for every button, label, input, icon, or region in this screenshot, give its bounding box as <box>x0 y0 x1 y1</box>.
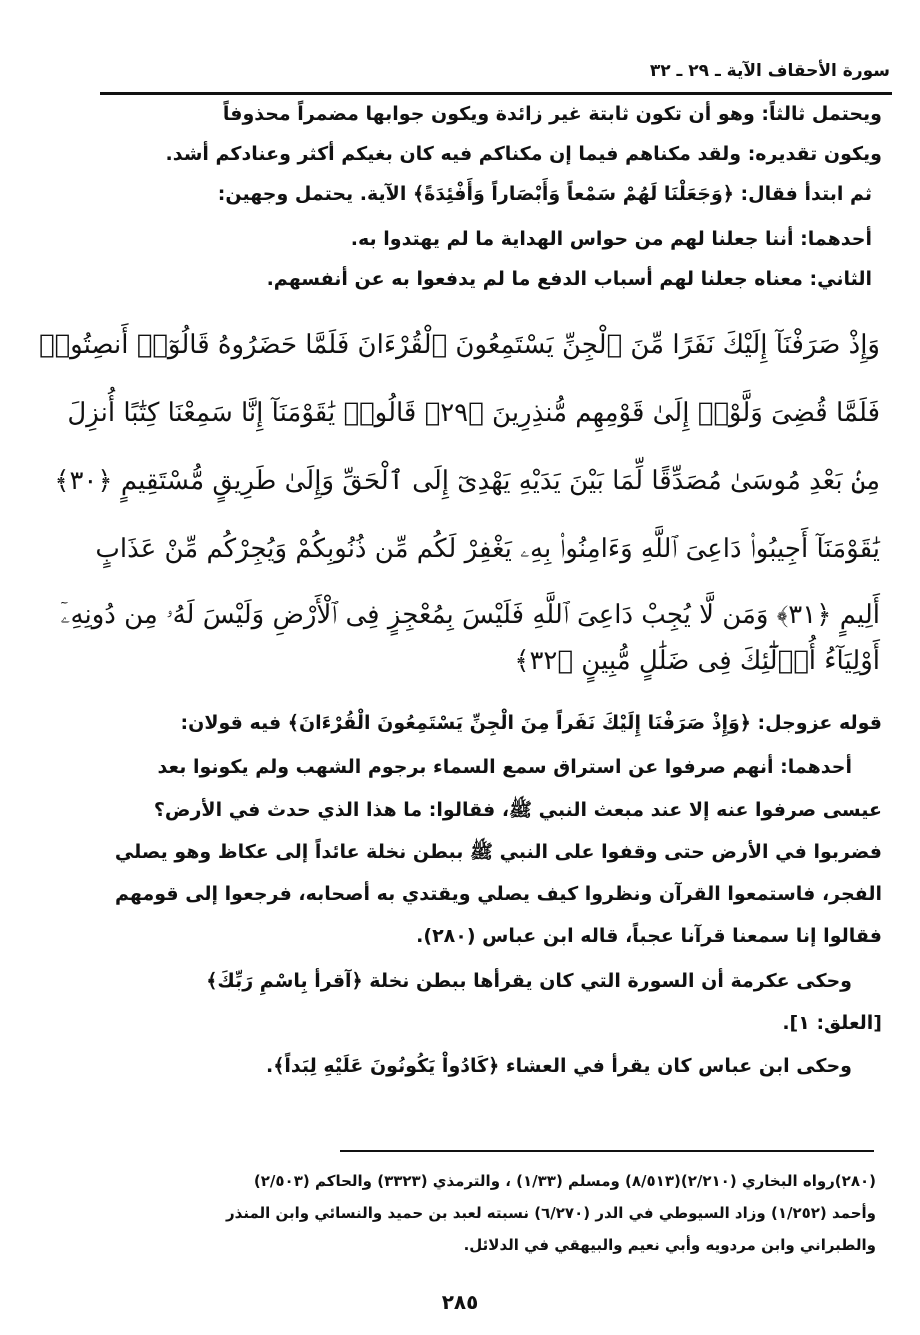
chapter-title: سورة الأحقاف الآية ـ ٢٩ ـ ٣٢ <box>649 61 890 81</box>
footnote-line: والطبراني وابن مردويه وأبي نعيم والبيهقي في الدلائل. <box>463 1236 876 1254</box>
text-line: [العلق: ١]. <box>782 1012 882 1034</box>
running-header <box>100 55 890 87</box>
header-divider <box>100 92 892 95</box>
text-line: عيسى صرفوا عنه إلا عند مبعث النبي ﷺ، فقالوا: ما هذا الذي حدث في الأرض؟ <box>153 799 882 821</box>
text-line: أحدهما: أننا جعلنا لهم من حواس الهداية ما لم يهتدوا به. <box>350 228 872 250</box>
text-line: فضربوا في الأرض حتى وقفوا على النبي ﷺ ببطن نخلة عائداً إلى عكاظ وهو يصلي <box>114 841 882 863</box>
quran-line: وَإِذْ صَرَفْنَآ إِلَيْكَ نَفَرًا مِّنَ ٱلْجِنِّ يَسْتَمِعُونَ ٱلْقُرْءَانَ فَلَمَّا حَضَرُوهُ قَالُوٓا۟ أَنصِتُوا۟ <box>38 330 880 360</box>
text-line: الثاني: معناه جعلنا لهم أسباب الدفع ما لم يدفعوا به عن أنفسهم. <box>266 268 872 290</box>
text-line: أحدهما: أنهم صرفوا عن استراق سمع السماء برجوم الشهب ولم يكونوا بعد <box>157 756 852 778</box>
footnote-divider <box>340 1150 874 1152</box>
text-line: الفجر، فاستمعوا القرآن ونظروا كيف يصلي ويقتدي به أصحابه، فرجعوا إلى قومهم <box>115 883 882 905</box>
text-line: وحكى عكرمة أن السورة التي كان يقرأها ببطن نخلة ﴿آقرأ بِاسْمِ رَبِّكَ﴾ <box>206 970 852 992</box>
text-line: وحكى ابن عباس كان يقرأ في العشاء ﴿كَادُواْ يَكُونُونَ عَلَيْهِ لِبَداً﴾. <box>265 1055 852 1077</box>
quran-line: مِنۢ بَعْدِ مُوسَىٰ مُصَدِّقًا لِّمَا بَيْنَ يَدَيْهِ يَهْدِىٓ إِلَى ٱلْحَقِّ وَإِلَىٰ طَرِيقٍ مُّسْتَقِيمٍ ﴿٣٠﴾ <box>54 466 880 496</box>
quran-line: فَلَمَّا قُضِىَ وَلَّوْا۟ إِلَىٰ قَوْمِهِم مُّنذِرِينَ ﴿٢٩﴾ قَالُوا۟ يَٰقَوْمَنَآ إِنَّا سَمِعْنَا كِتَٰبًا أُنزِلَ <box>67 398 880 428</box>
footnote-line: وأحمد (١/٢٥٢) وزاد السيوطي في الدر (٦/٢٧٠) نسبته لعبد بن حميد والنسائي وابن المنذر <box>226 1204 876 1222</box>
footnote-line: (٢٨٠)رواه البخاري (٢/٢١٠)(٨/٥١٣) ومسلم (١/٣٣) ، والترمذي (٣٣٢٣) والحاكم (٢/٥٠٣) <box>253 1172 876 1190</box>
text-line: ويكون تقديره: ولقد مكناهم فيما إن مكناكم فيه كان بغيكم أكثر وعنادكم أشد. <box>165 143 882 165</box>
text-line: ثم ابتدأ فقال: ﴿وَجَعَلْنَا لَهُمْ سَمْعاً وَأَبْصَاراً وَأَفْئِدَةً﴾ الآية. يحتمل وجهين: <box>217 183 872 205</box>
text-line: قوله عزوجل: ﴿وَإِذْ صَرَفْنَا إِلَيْكَ نَفَراً مِنَ الْجِنِّ يَسْتَمِعُونَ الْقُرْءَانَ﴾ فيه قولان: <box>180 712 882 734</box>
quran-line: أَلِيمٍ ﴿٣١﴾ وَمَن لَّا يُجِبْ دَاعِىَ ٱللَّهِ فَلَيْسَ بِمُعْجِزٍ فِى ٱلْأَرْضِ وَلَيْسَ لَهُۥ مِن دُونِهِۦٓ <box>60 600 880 630</box>
quran-line: يَٰقَوْمَنَآ أَجِيبُوا۟ دَاعِىَ ٱللَّهِ وَءَامِنُوا۟ بِهِۦ يَغْفِرْ لَكُم مِّن ذُنُوبِكُمْ وَيُجِرْكُم مِّنْ عَذَابٍ <box>95 534 880 564</box>
text-line: فقالوا إنا سمعنا قرآنا عجباً، قاله ابن عباس (٢٨٠). <box>416 925 882 947</box>
page-number: ٢٨٥ <box>441 1290 479 1314</box>
quran-line: أَوْلِيَآءُ أُو۟لَٰٓئِكَ فِى ضَلَٰلٍ مُّبِينٍ ﴿٣٢﴾ <box>514 646 880 676</box>
text-line: ويحتمل ثالثاً: وهو أن تكون ثابتة غير زائدة ويكون جوابها مضمراً محذوفاً <box>222 103 882 125</box>
